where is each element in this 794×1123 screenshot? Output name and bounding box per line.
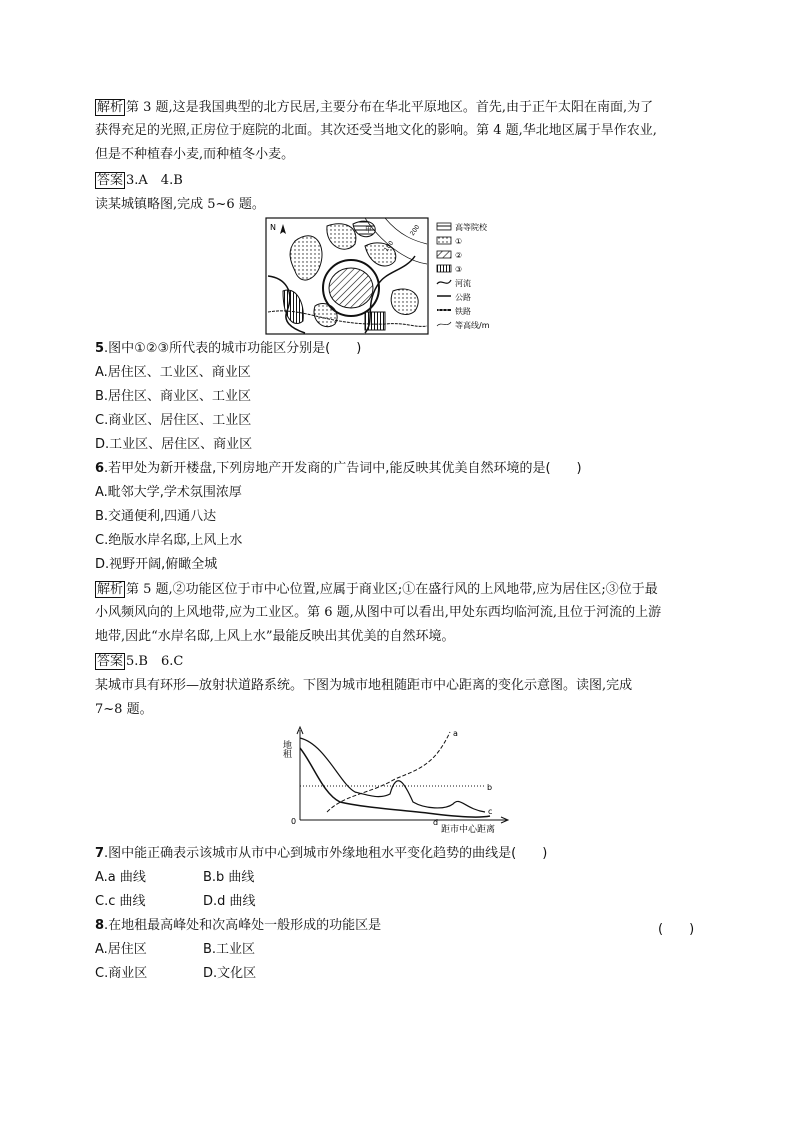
answer-text: 5.B 6.C	[126, 654, 184, 669]
intro-7-8-line-1: 某城市具有环形—放射状道路系统。下图为城市地租随距市中心距离的变化示意图。读图,完成	[95, 678, 633, 693]
curve-c	[300, 738, 485, 812]
q7-option-b: B.b 曲线	[203, 870, 255, 885]
zone-1-southeast	[391, 289, 418, 315]
rent-curve-chart	[281, 724, 515, 836]
question-6	[95, 461, 582, 477]
origin-label: 0	[291, 817, 297, 826]
q5-option-c: C.商业区、居住区、工业区	[95, 413, 252, 428]
answer-tag: 答案	[97, 173, 124, 188]
answer-tag: 答案	[97, 654, 124, 669]
q6-option-b: B.交通便利,四通八达	[95, 509, 217, 524]
analysis-tag: 解析	[97, 100, 124, 115]
answer-line-2	[95, 653, 183, 670]
zone-3-south	[365, 312, 385, 330]
question-text: .图中①②③所代表的城市功能区分别是( )	[104, 341, 362, 356]
q6-option-d: D.视野开阔,俯瞰全城	[95, 557, 218, 572]
analysis-line-2: 获得充足的光照,正房位于庭院的北面。其次还受当地文化的影响。第 4 题,华北地区属于旱作农业,	[95, 123, 657, 138]
analysis-text: 第 5 题,②功能区位于市中心位置,应属于商业区;①在盛行风的上风地带,应为居住区;③位于最	[126, 582, 658, 597]
question-number: 7	[95, 846, 105, 861]
q8-option-d: D.文化区	[203, 966, 257, 981]
analysis2-line-3: 地带,因此“水岸名邸,上风上水”最能反映出其优美的自然环境。	[95, 629, 455, 644]
legend-zone-2: ②	[455, 251, 463, 260]
q5-option-a: A.居住区、工业区、商业区	[95, 365, 251, 380]
analysis-line-3: 但是不种植春小麦,而种植冬小麦。	[95, 147, 295, 162]
q6-option-a: A.毗邻大学,学术氛围浓厚	[95, 485, 242, 500]
q7-option-c: C.c 曲线	[95, 894, 146, 909]
legend-river: 河流	[455, 279, 471, 288]
question-7	[95, 846, 547, 862]
question-text: .若甲处为新开楼盘,下列房地产开发商的广告词中,能反映其优美自然环境的是( )	[104, 461, 582, 476]
legend-contour: 等高线/m	[455, 321, 490, 330]
legend-university: 高等院校	[455, 223, 487, 232]
answer-text: 3.A 4.B	[126, 173, 183, 188]
analysis2-line-1	[95, 581, 658, 598]
q8-option-a: A.居住区	[95, 942, 147, 957]
question-number: 5	[95, 341, 105, 356]
q8-option-b: B.工业区	[203, 942, 256, 957]
question-5	[95, 341, 361, 357]
question-number: 8	[95, 918, 105, 933]
curve-a-label: a	[453, 729, 458, 738]
analysis-tag: 解析	[97, 582, 124, 597]
q5-option-b: B.居住区、商业区、工业区	[95, 389, 252, 404]
q7-option-d: D.d 曲线	[203, 894, 256, 909]
question-text: .在地租最高峰处和次高峰处一般形成的功能区是	[104, 918, 382, 933]
contour-label-200: 200	[408, 223, 422, 238]
curve-d-label: d	[433, 818, 439, 827]
question-text: .图中能正确表示该城市从市中心到城市外缘地租水平变化趋势的曲线是( )	[104, 846, 548, 861]
q8-answer-paren: ( )	[658, 922, 695, 937]
question-number: 6	[95, 461, 105, 476]
legend-zone-1: ①	[455, 237, 463, 246]
north-label: N	[270, 223, 276, 232]
legend-railway: 铁路	[455, 307, 471, 316]
analysis2-line-2: 小风频风向的上风地带,应为工业区。第 6 题,从图中可以看出,甲处东西均临河流,且位于河流的上游	[95, 605, 662, 620]
zone-2-center	[329, 268, 373, 308]
curve-a	[327, 732, 450, 812]
q8-option-c: C.商业区	[95, 966, 148, 981]
legend-road: 公路	[455, 293, 471, 302]
analysis-text: 第 3 题,这是我国典型的北方民居,主要分布在华北平原地区。首先,由于正午太阳在南面,为了	[126, 100, 654, 115]
analysis-line-1	[95, 99, 653, 116]
intro-7-8-line-2: 7~8 题。	[95, 702, 153, 717]
q7-option-a: A.a 曲线	[95, 870, 146, 885]
curve-c-label: c	[488, 807, 493, 816]
q6-option-c: C.绝版水岸名邸,上风上水	[95, 533, 243, 548]
answer-line-1	[95, 172, 183, 189]
question-8	[95, 918, 381, 934]
y-axis-label: 地租	[281, 740, 291, 758]
legend-zone-3: ③	[455, 265, 463, 274]
map-mark-jia: 甲	[365, 226, 372, 234]
q5-option-d: D.工业区、居住区、商业区	[95, 437, 253, 452]
intro-5-6: 读某城镇略图,完成 5~6 题。	[95, 197, 265, 212]
map-legend	[437, 222, 490, 330]
curve-b-label: b	[487, 783, 493, 792]
town-map-figure	[265, 216, 535, 336]
x-axis-label: 距市中心距离	[441, 825, 496, 835]
